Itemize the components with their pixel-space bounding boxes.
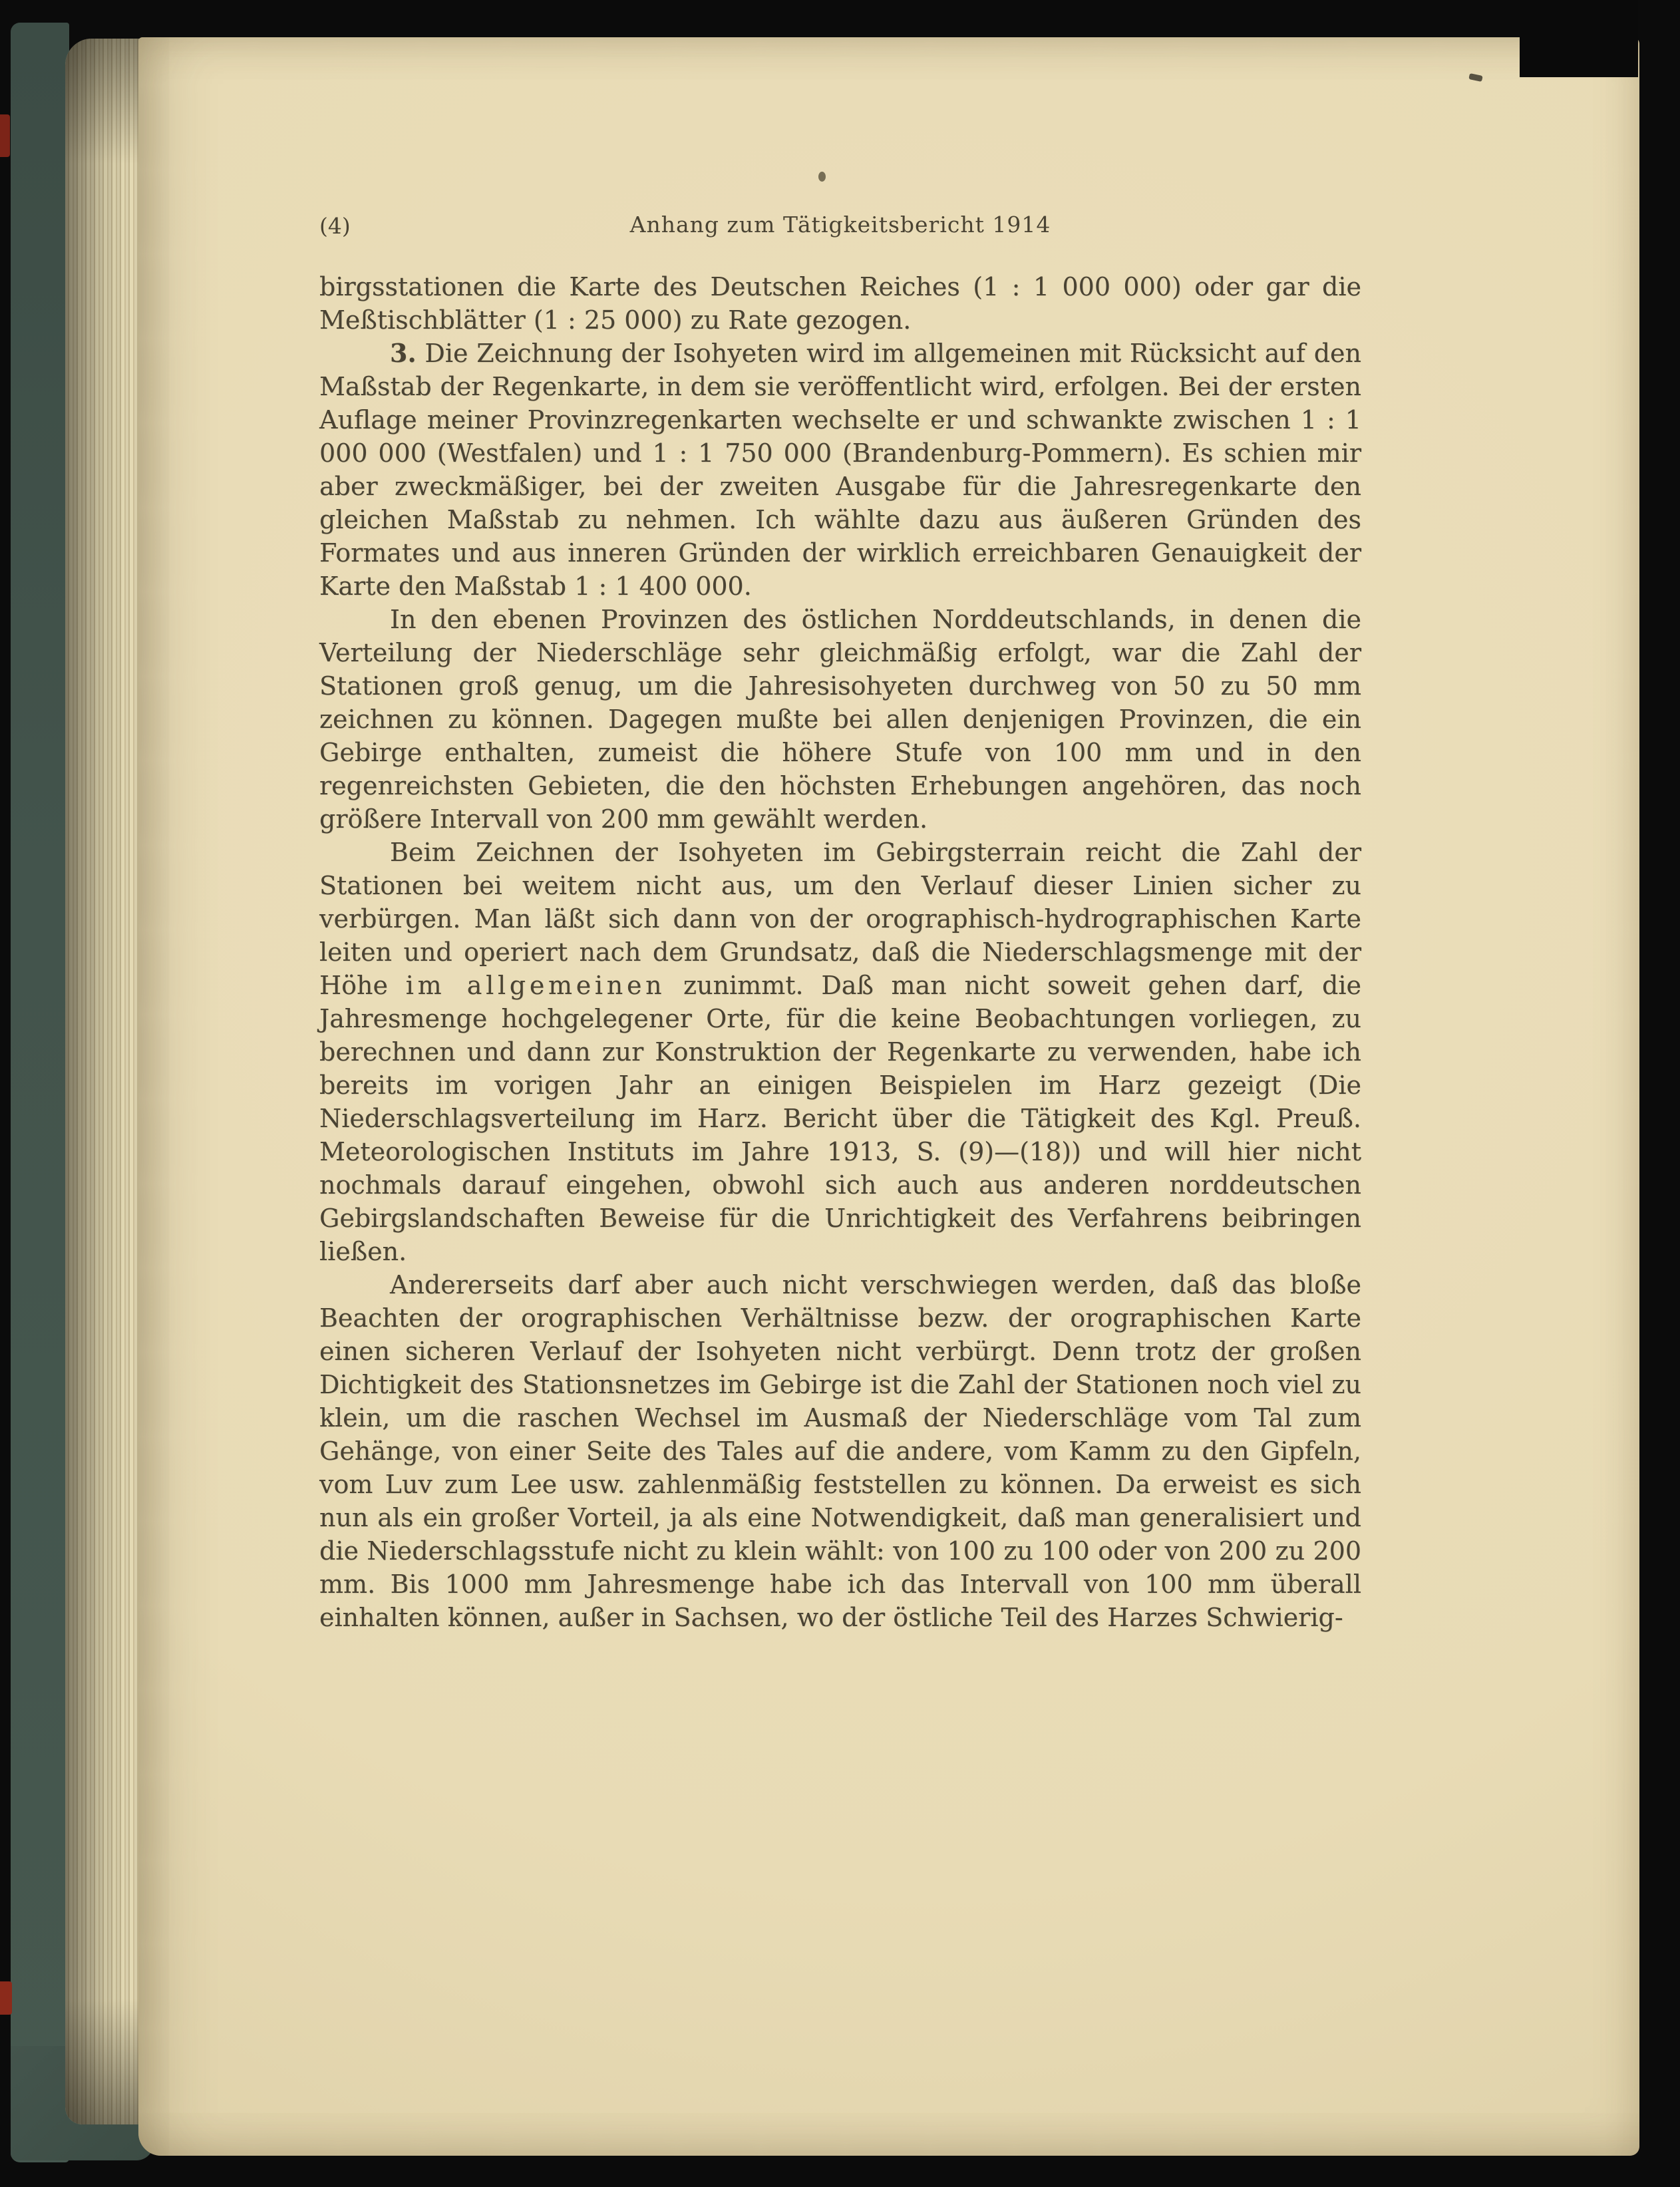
page-text-block	[319, 212, 1361, 1634]
stacked-page-edges	[65, 39, 146, 2124]
paragraph-provinces: In den ebenen Provinzen des östlichen Norddeutschlands, in denen die Verteilung der Niederschläge sehr gleichmäßig erfolgt, war die Zahl der Stationen groß genug, um die Jahresisohyeten durchweg von 50 zu 50 mm zeichnen zu können. Dagegen mußte bei allen denjenigen Provinzen, die ein Gebirge enthalten, zumeist die höhere Stufe von 100 mm und in den regenreichsten Gebieten, die den höchsten Erhebungen angehören, das noch größere Intervall von 200 mm gewählt werden.	[319, 605, 1361, 834]
paragraph-section-3	[319, 337, 1361, 603]
paragraph-continuation: birgsstationen die Karte des Deutschen Reiches (1 : 1 000 000) oder gar die Meßtischblätter (1 : 25 000) zu Rate gezogen.	[319, 272, 1361, 335]
paragraph-otherwise: Andererseits darf aber auch nicht verschwiegen werden, daß das bloße Beachten der orographischen Verhältnisse bezw. der orographischen Karte einen sicheren Verlauf der Isohyeten nicht verbürgt. Denn trotz der großen Dichtigkeit des Stationsnetzes im Gebirge ist die Zahl der Stationen noch viel zu klein, um die raschen Wechsel im Ausmaß der Niederschläge vom Tal zum Gehänge, von einer Seite des Tales auf die andere, vom Kamm zu den Gipfeln, vom Luv zum Lee usw. zahlenmäßig feststellen zu können. Da erweist es sich nun als ein großer Vorteil, ja als eine Notwendigkeit, daß man generalisiert und die Niederschlagsstufe nicht zu klein wählt: von 100 zu 100 oder von 200 zu 200 mm. Bis 1000 mm Jahresmenge habe ich das Intervall von 100 mm überall einhalten können, außer in Sachsen, wo der östliche Teil des Harzes Schwierig-	[319, 1270, 1361, 1632]
page-header	[319, 212, 1361, 246]
running-title: Anhang zum Tätigkeitsbericht 1914	[629, 212, 1051, 238]
paragraph-section-3-text: Die Zeichnung der Isohyeten wird im allgemeinen mit Rücksicht auf den Maßstab der Regenkarte, in dem sie veröffentlicht wird, erfolgen. Bei der ersten Auflage meiner Provinzregenkarten wechselte er und schwankte zwischen 1 : 1 000 000 (Westfalen) und 1 : 1 750 000 (Brandenburg-Pommern). Es schien mir aber zweckmäßiger, bei der zweiten Ausgabe für die Jahresregenkarte den gleichen Maßstab zu nehmen. Ich wählte dazu aus äußeren Gründen des Formates und aus inneren Gründen der wirklich erreichbaren Genauigkeit der Karte den Maßstab 1 : 1 400 000.	[319, 339, 1361, 601]
body-text	[319, 270, 1361, 1634]
red-edge-mark-bottom	[0, 1981, 12, 2015]
scan-notch-artifact	[1520, 0, 1638, 77]
paragraph-mountains	[319, 836, 1361, 1268]
page-number: (4)	[319, 213, 351, 239]
book-cover-spine	[11, 23, 69, 2162]
ink-speck	[818, 172, 826, 182]
paragraph-mountains-post: zunimmt. Daß man nicht soweit gehen darf, die Jahresmenge hochgelegener Orte, für die keine Beobachtungen vorliegen, zu berechnen und dann zur Konstruktion der Regenkarte zu verwenden, habe ich bereits im vorigen Jahr an einigen Beispielen im Harz gezeigt (Die Niederschlagsverteilung im Harz. Bericht über die Tätigkeit des Kgl. Preuß. Meteorologischen Instituts im Jahre 1913, S. (9)—(18)) und will hier nicht nochmals darauf eingehen, obwohl sich auch aus anderen norddeutschen Gebirgslandschaften Beweise für die Unrichtigkeit des Verfahrens beibringen ließen.	[319, 971, 1361, 1266]
red-edge-mark-top	[0, 114, 10, 157]
section-number: 3.	[390, 338, 417, 368]
paragraph-mountains-pre: Beim Zeichnen der Isohyeten im Gebirgsterrain reicht die Zahl der Stationen bei weitem nicht aus, um den Verlauf dieser Linien sicher zu verbürgen. Man läßt sich dann von der orographisch-hydrographischen Karte leiten und operiert nach dem Grundsatz, daß die Niederschlagsmenge mit der Höhe	[319, 838, 1361, 1000]
emphasized-phrase: im allgemeinen	[405, 971, 666, 1000]
